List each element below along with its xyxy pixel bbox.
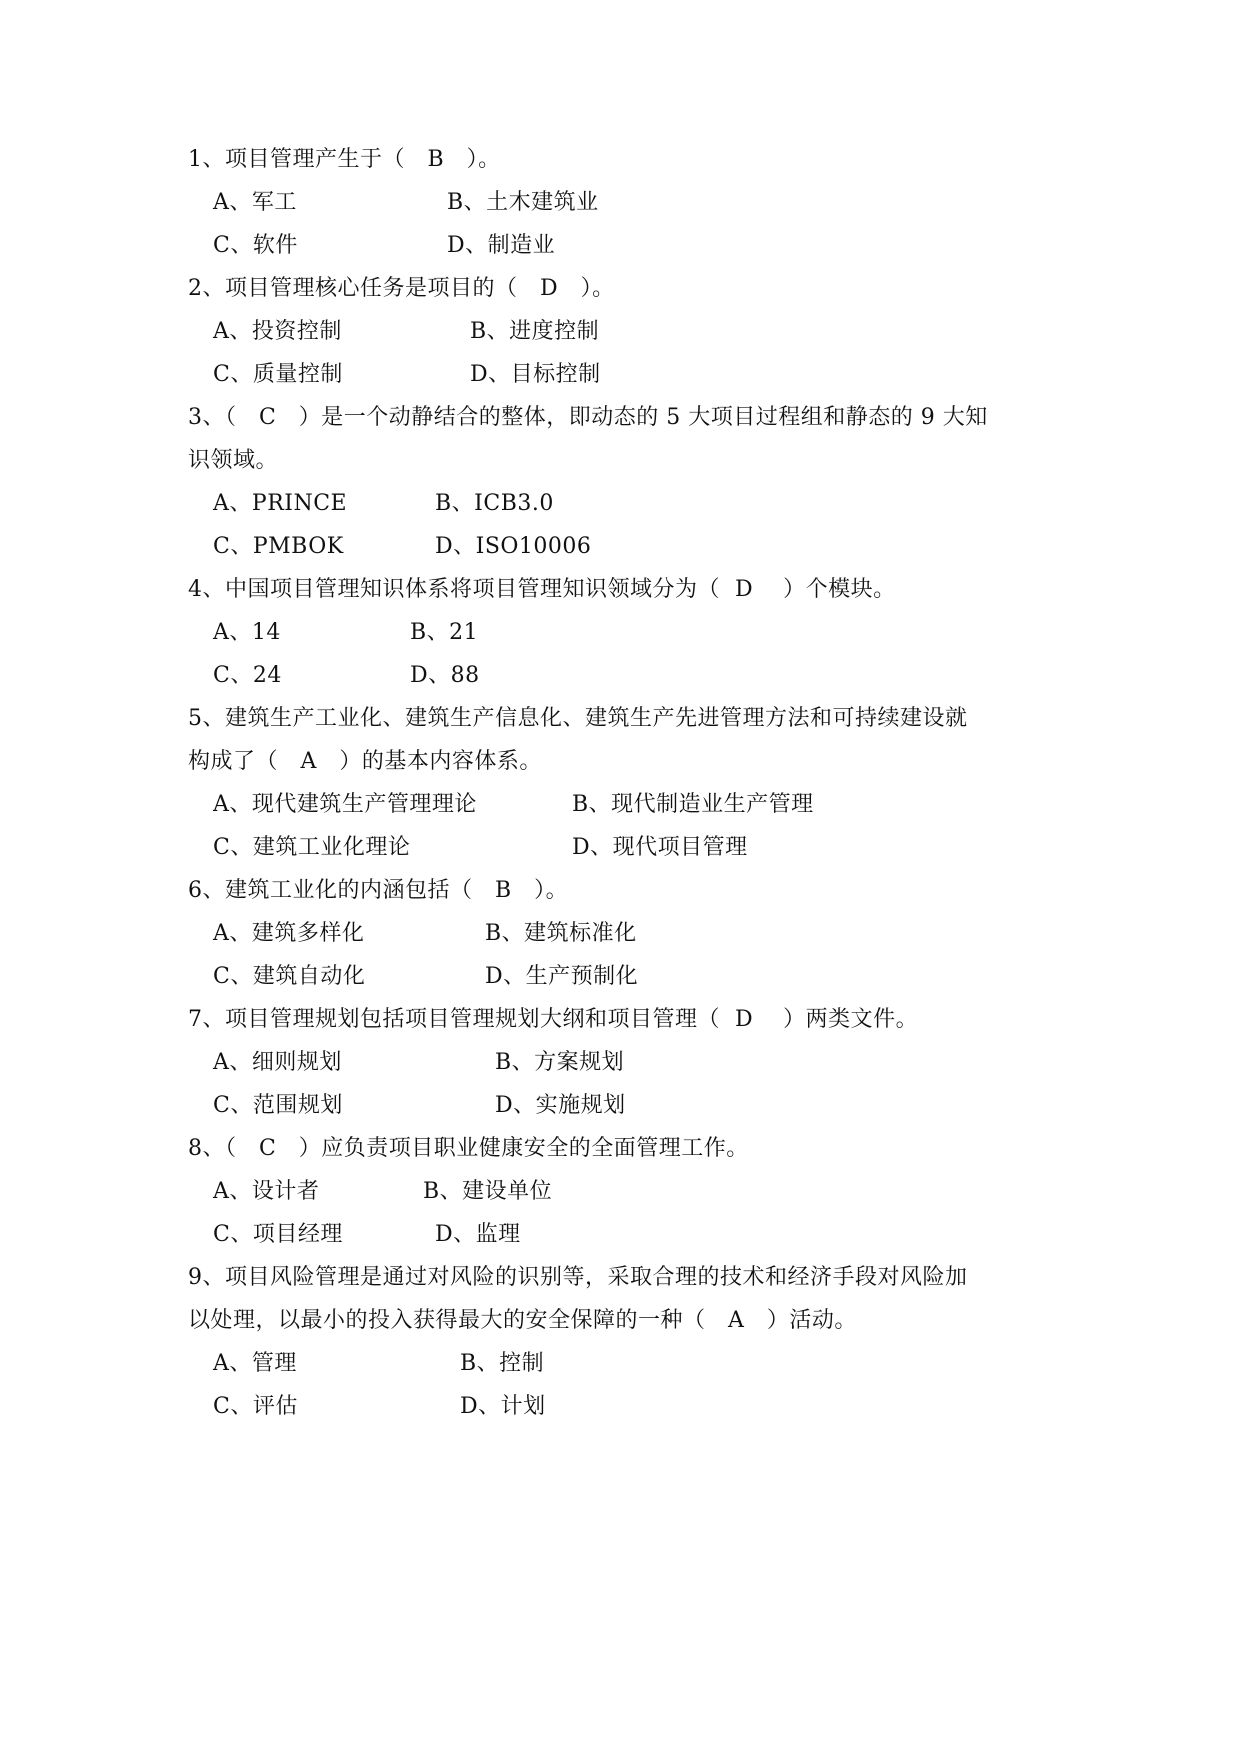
question-9-option-c: C、评估 xyxy=(213,1394,298,1419)
question-2-option-b: B、进度控制 xyxy=(470,319,600,344)
question-6-option-d: D、生产预制化 xyxy=(485,964,639,989)
question-9-text-line-1: 9、项目风险管理是通过对风险的识别等，采取合理的技术和经济手段对风险加 xyxy=(188,1265,968,1290)
question-5-text-line-1: 5、建筑生产工业化、建筑生产信息化、建筑生产先进管理方法和可持续建设就 xyxy=(188,706,968,731)
question-6-option-b: B、建筑标准化 xyxy=(485,921,637,946)
question-3-text-line-1: 3、（ C ）是一个动静结合的整体，即动态的 5 大项目过程组和静态的 9 大知 xyxy=(188,405,988,430)
question-6-option-c: C、建筑自动化 xyxy=(213,964,366,989)
question-6-text: 6、建筑工业化的内涵包括（ B ）。 xyxy=(188,878,569,903)
question-8-option-d: D、监理 xyxy=(435,1222,521,1247)
question-7-option-d: D、实施规划 xyxy=(495,1093,626,1118)
question-5-text-line-2: 构成了（ A ）的基本内容体系。 xyxy=(188,749,542,774)
question-8-option-b: B、建设单位 xyxy=(423,1179,553,1204)
question-5-option-b: B、现代制造业生产管理 xyxy=(572,792,814,817)
question-3-option-c: C、PMBOK xyxy=(213,534,344,559)
question-4-option-b: B、21 xyxy=(410,620,479,645)
question-4-option-c: C、24 xyxy=(213,663,282,688)
question-1-option-b: B、土木建筑业 xyxy=(447,190,599,215)
question-9-option-b: B、控制 xyxy=(460,1351,545,1376)
question-1-option-a: A、军工 xyxy=(213,190,297,215)
question-9-text-line-2: 以处理，以最小的投入获得最大的安全保障的一种（ A ）活动。 xyxy=(188,1308,857,1333)
question-2-text: 2、项目管理核心任务是项目的（ D ）。 xyxy=(188,276,615,301)
question-3-option-d: D、ISO10006 xyxy=(435,534,592,559)
question-9-option-a: A、管理 xyxy=(213,1351,297,1376)
question-4-option-a: A、14 xyxy=(213,620,281,645)
question-2-option-d: D、目标控制 xyxy=(470,362,601,387)
question-7-option-b: B、方案规划 xyxy=(495,1050,625,1075)
question-1-option-c: C、软件 xyxy=(213,233,298,258)
question-8-option-c: C、项目经理 xyxy=(213,1222,343,1247)
question-2-option-c: C、质量控制 xyxy=(213,362,343,387)
question-1-option-d: D、制造业 xyxy=(447,233,556,258)
question-8-text: 8、（ C ）应负责项目职业健康安全的全面管理工作。 xyxy=(188,1136,749,1161)
question-3-text-line-2: 识领域。 xyxy=(188,448,279,473)
question-5-option-d: D、现代项目管理 xyxy=(572,835,748,860)
question-5-option-c: C、建筑工业化理论 xyxy=(213,835,411,860)
question-4-option-d: D、88 xyxy=(410,663,480,688)
question-7-text: 7、项目管理规划包括项目管理规划大纲和项目管理（ D ）两类文件。 xyxy=(188,1007,919,1032)
question-7-option-a: A、细则规划 xyxy=(213,1050,342,1075)
question-8-option-a: A、设计者 xyxy=(213,1179,320,1204)
question-3-option-a: A、PRINCE xyxy=(213,491,348,516)
question-2-option-a: A、投资控制 xyxy=(213,319,342,344)
question-6-option-a: A、建筑多样化 xyxy=(213,921,365,946)
question-5-option-a: A、现代建筑生产管理理论 xyxy=(213,792,477,817)
question-3-option-b: B、ICB3.0 xyxy=(435,491,554,516)
question-9-option-d: D、计划 xyxy=(460,1394,546,1419)
question-7-option-c: C、范围规划 xyxy=(213,1093,343,1118)
question-4-text: 4、中国项目管理知识体系将项目管理知识领域分为（ D ）个模块。 xyxy=(188,577,896,602)
question-1-text: 1、项目管理产生于（ B ）。 xyxy=(188,147,501,172)
